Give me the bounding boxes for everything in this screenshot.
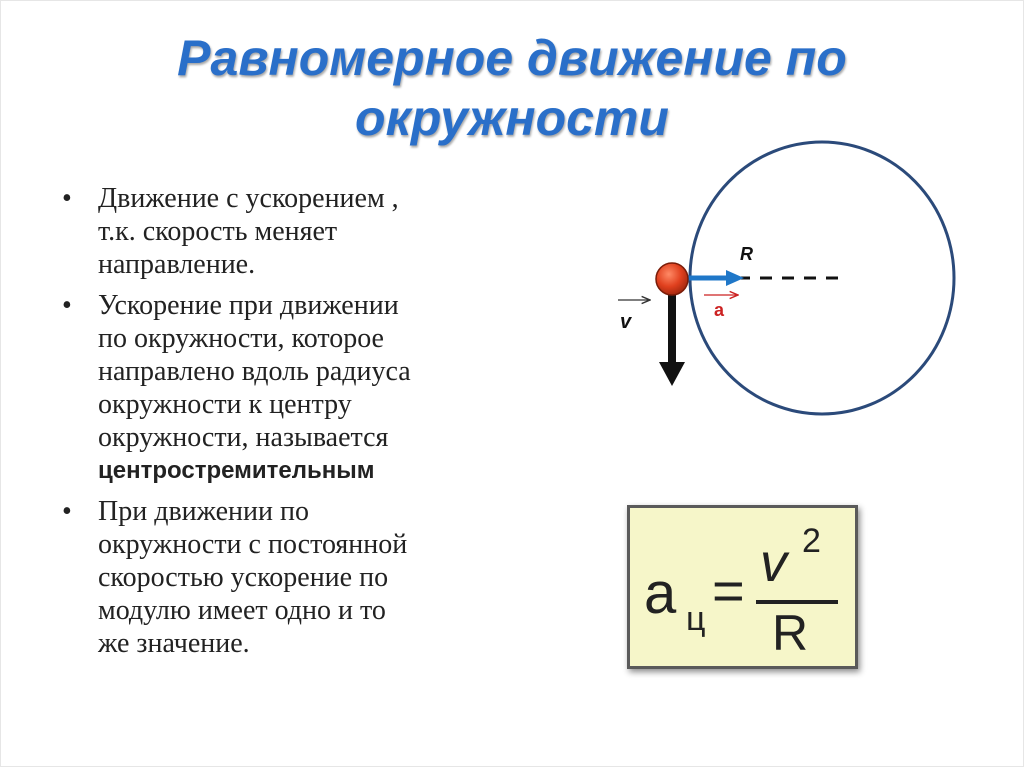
formula-numerator: v xyxy=(760,533,787,593)
moving-ball xyxy=(656,263,688,295)
velocity-arrowhead xyxy=(659,362,685,386)
bullet-item xyxy=(58,182,498,281)
bullet-bold-term: центростремительным xyxy=(98,457,375,484)
bullet-dot: • xyxy=(62,183,72,214)
title-line-1: Равномерное движение по xyxy=(177,30,847,86)
circular-motion-diagram xyxy=(590,130,970,430)
bullet-line: направление. xyxy=(98,249,256,280)
bullet-line: окружности, называется xyxy=(98,422,389,453)
bullet-line: скоростью ускорение по xyxy=(98,562,389,593)
bullet-line: т.к. скорость меняет xyxy=(98,216,338,247)
acceleration-arrowhead xyxy=(726,270,744,286)
formula-denominator: R xyxy=(772,605,809,661)
formula-lhs-subscript: ц xyxy=(686,600,706,638)
formula-lhs: a xyxy=(644,561,677,626)
bullet-line: по окружности, которое xyxy=(98,323,384,354)
bullet-item xyxy=(58,289,498,487)
bullet-line: окружности к центру xyxy=(98,389,352,420)
bullet-line: При движении по xyxy=(98,496,309,527)
velocity-label: v xyxy=(620,311,632,333)
bullet-line: Ускорение при движении xyxy=(98,290,399,321)
bullet-item xyxy=(58,495,498,660)
bullet-dot: • xyxy=(62,496,72,527)
bullet-list xyxy=(58,182,498,668)
formula-equals: = xyxy=(712,559,745,622)
bullet-line: окружности с постоянной xyxy=(98,529,408,560)
formula-exponent: 2 xyxy=(802,522,821,560)
bullet-dot: • xyxy=(62,290,72,321)
acceleration-label: a xyxy=(714,300,725,320)
bullet-line: модулю имеет одно и то xyxy=(98,595,386,626)
bullet-line: направлено вдоль радиуса xyxy=(98,356,411,387)
radius-label: R xyxy=(740,244,753,264)
formula-box xyxy=(627,505,858,669)
bullet-line: Движение с ускорением , xyxy=(98,183,399,214)
bullet-line: же значение. xyxy=(98,628,250,659)
title-line-2: окружности xyxy=(355,90,669,146)
